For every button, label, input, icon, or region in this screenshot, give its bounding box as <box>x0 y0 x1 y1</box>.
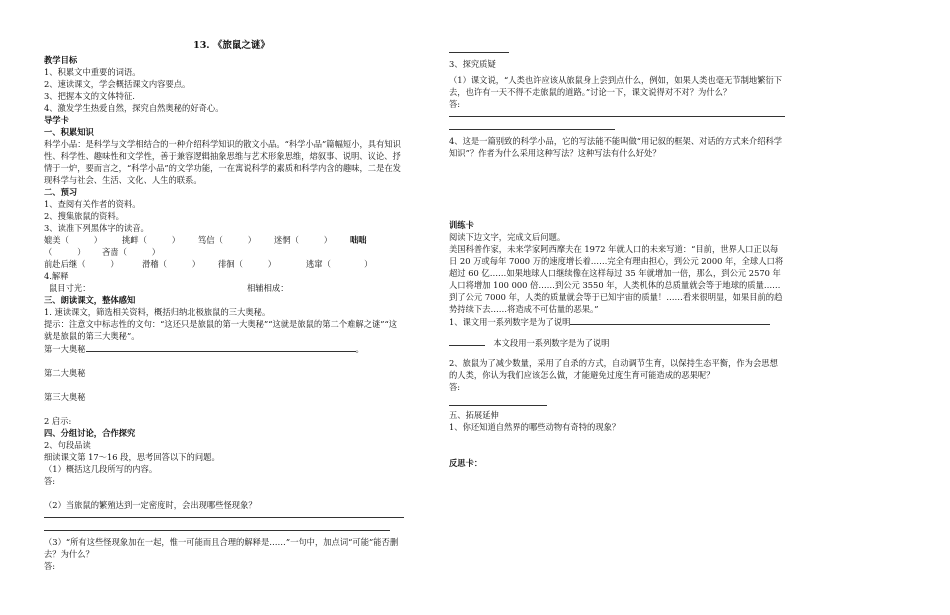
pinyin-item: 吝啬（ ） <box>102 247 161 257</box>
question: （1）课文说，“人类也许应该从旅鼠身上尝到点什么，例如，如果人类也毫无节制地繁衍下去，也许有一天不得不走旅鼠的道路。”讨论一下，课文说得对不对？为什么？ <box>449 75 783 97</box>
subheading: 3、探究质疑 <box>449 59 496 69</box>
goal-item: 2、速读课文，学会概括课文内容要点。 <box>44 79 191 89</box>
section-heading: 反思卡： <box>449 458 483 468</box>
section-heading: 二、预习 <box>44 187 78 197</box>
mystery-label: 第一大奥秘 <box>44 344 86 354</box>
pinyin-item: 媲美（ ） <box>44 235 103 245</box>
pinyin-item: 前赴后继（ ） <box>44 259 119 269</box>
pinyin-item: 挑衅（ ） <box>122 235 181 245</box>
question: （2）当旅鼠的繁殖达到一定密度时，会出现哪些怪现象？ <box>44 500 257 510</box>
pinyin-item: 逃窜（ ） <box>306 259 373 269</box>
page-title: 13. 《旅鼠之谜》 <box>193 40 270 51</box>
pinyin-row <box>44 246 404 258</box>
answer-label: 答: <box>44 561 56 571</box>
paragraph: 科学小品：是科学与文学相结合的一种介绍科学知识的散文小品。“科学小品”篇幅短小，具有知识性、科学性、趣味性和文学性，善于兼容逻辑抽象思维与艺术形象思维，熔叙事、说明、议论、抒情于一炉，要而言之，“科学小品”的文学功能，一在寓说科学的素质和科学内含的趣味，二是在发现科学与社会、生活、文化、人生的联系。 <box>44 139 401 185</box>
reading-passage: 美国科普作家，未来学家阿西摩夫在 1972 年就人口的未来写道：“目前，世界人口正以每日 20 万或每年 7000 万的速度增长着……完全有理由担心，到公元 2000 年，全球人口将超过 60 亿……如果地球人口继续像在这样每过 35 年就增加一倍，那么，到公元 2570 年人口将增加 100 000 倍……到公元 3550 年，人类机体的总质量就会等于地球的质量……到了公元 7000 年，人类的质量就会等于已知宇宙的质量！……看来很明显，如果目前的趋势持续下去……将造成不可估量的恶果。” <box>449 244 784 314</box>
question: 2、旅鼠为了减少数量，采用了自杀的方式，自动调节生育，以保持生态平衡，作为会思想的人类，你认为我们应该怎么做，才能避免过度生育可能造成的恶果呢？ <box>449 358 778 380</box>
question: （1）概括这几段所写的内容。 <box>44 464 158 474</box>
list-item: 1、查阅有关作者的资料。 <box>44 199 141 209</box>
pinyin-row <box>44 258 404 270</box>
goal-item: 3、把握本文的文体特征. <box>44 91 135 101</box>
explain-word: 相辅相成： <box>247 283 289 293</box>
section-heading: 三、朗读课文，整体感知 <box>44 295 136 305</box>
explain-word: 鼠目寸光： <box>49 283 91 293</box>
list-item: 1. 速读课文，筛选相关资料，概括归纳北极旅鼠的三大奥秘。 <box>44 307 271 317</box>
list-item: 3、读准下列黑体字的读音。 <box>44 223 149 233</box>
pinyin-item: 滑稽（ ） <box>142 259 201 269</box>
pinyin-item: （ ） <box>44 247 86 257</box>
section-heading: 一、积累知识 <box>44 127 94 137</box>
pinyin-item: 咄咄 <box>350 235 367 245</box>
instruction: 细读课文第 17～16 段，思考回答以下的问题。 <box>44 452 220 462</box>
question-line <box>449 336 785 349</box>
hint-text: 提示：注意文中标志性的文句：“这还只是旅鼠的第一大奥秘”“这就是旅鼠的第二个难解之谜”“这就是旅鼠的第三大奥秘”。 <box>44 319 398 341</box>
answer-blank[interactable] <box>449 336 485 346</box>
mystery-line: 第一大奥秘 。 <box>44 344 364 354</box>
answer-blank[interactable] <box>86 342 356 352</box>
mystery-label: 第二大奥秘 <box>44 368 86 378</box>
question: （3）“所有这些怪现象加在一起，惟一可能而且合理的解释是……”一句中，加点词“可能”能否删去？为什么？ <box>44 537 399 559</box>
mystery-label: 第三大奥秘 <box>44 392 86 402</box>
answer-line[interactable] <box>449 52 509 53</box>
section-heading: 教学目标 <box>44 55 78 65</box>
right-column <box>449 40 785 469</box>
section-heading: 训练卡 <box>449 220 474 230</box>
left-column <box>44 40 404 572</box>
pinyin-item: 迷惘（ ） <box>274 235 333 245</box>
goal-item: 4、激发学生热爱自然，探究自然奥秘的好奇心。 <box>44 103 224 113</box>
section-heading: 导学卡 <box>44 115 69 125</box>
pinyin-item: 笃信（ ） <box>198 235 257 245</box>
subheading: 2、句段品读 <box>44 440 91 450</box>
goal-item: 1、积累文中重要的词语。 <box>44 67 141 77</box>
pinyin-item: 徘徊（ ） <box>218 259 277 269</box>
instruction: 阅读下边文字，完成文后问题。 <box>449 232 566 242</box>
answer-label: 答: <box>449 99 461 109</box>
answer-label: 答: <box>449 382 461 392</box>
section-heading: 五、拓展延伸 <box>449 410 499 420</box>
answer-label: 答: <box>44 476 56 486</box>
explain-row <box>44 282 404 294</box>
answer-blank[interactable] <box>570 315 770 325</box>
pinyin-row <box>44 234 404 246</box>
question: 1、你还知道自然界的哪些动物有奇特的现象？ <box>449 422 621 432</box>
section-heading: 四、分组讨论，合作探究 <box>44 428 136 438</box>
question-line <box>449 315 785 328</box>
list-item: 2、搜集旅鼠的资料。 <box>44 211 124 221</box>
question: 本文段用一系列数字是为了说明 <box>493 338 610 348</box>
section-heading: 4.解释 <box>44 271 69 281</box>
enlightenment: 2 启示: <box>44 416 72 426</box>
question: 4、这是一篇别致的科学小品，它的写法能不能叫做“用记叙的框架、对话的方式来介绍科学知识”？作者为什么采用这种写法？这种写法有什么好处？ <box>449 136 783 158</box>
question: 1、课文用一系列数字是为了说明 <box>449 317 571 327</box>
